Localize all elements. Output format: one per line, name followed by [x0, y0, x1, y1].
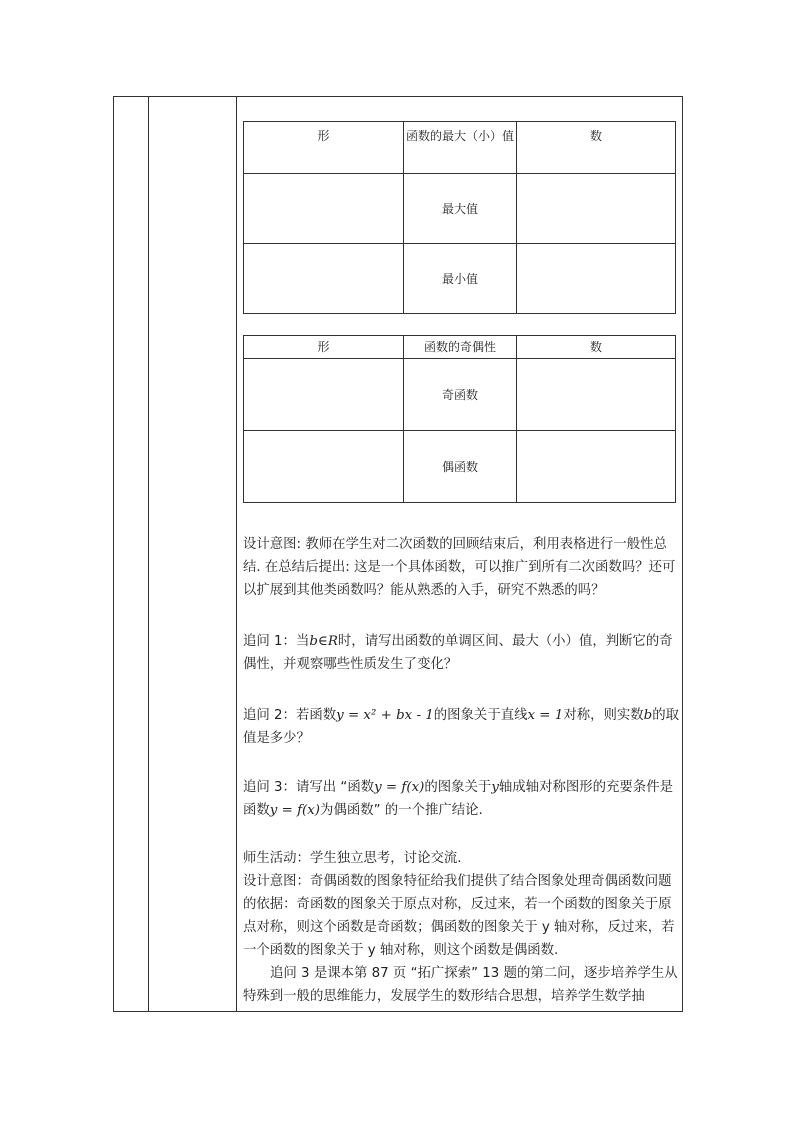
shape-cell: [244, 174, 404, 244]
extrema-table-header: [244, 122, 676, 174]
row-label: 最小值: [404, 244, 517, 314]
math-f1: y = f(x): [374, 780, 425, 795]
column-divider-1: [148, 96, 149, 1012]
row-label: 偶函数: [404, 431, 517, 503]
math-y-axis: y: [491, 780, 499, 795]
math-line: x = 1: [527, 708, 564, 723]
parity-table: [243, 335, 676, 503]
number-cell: [517, 359, 676, 431]
header-parity: 函数的奇偶性: [404, 336, 517, 359]
number-cell: [517, 244, 676, 314]
header-shape: 形: [244, 122, 404, 174]
parity-table-header: [244, 336, 676, 359]
extrema-table: [243, 121, 676, 314]
activity-and-intent: [243, 847, 679, 1008]
followup-3: 追问 3：请写出 “函数y = f(x)的图象关于y轴成轴对称图形的充要条件是函数y = f(x)为偶函数” 的一个推广结论.: [243, 780, 673, 818]
shape-cell: [244, 359, 404, 431]
table-row: [244, 359, 676, 431]
followup-1: 追问 1：当b∈R时，请写出函数的单调区间、最大（小）值，判断它的奇偶性，并观察哪些性质发生了变化？: [243, 634, 673, 672]
row-label: 最大值: [404, 174, 517, 244]
number-cell: [517, 431, 676, 503]
table-row: [244, 244, 676, 314]
design-intent-1: 设计意图: 教师在学生对二次函数的回顾结束后，利用表格进行一般性总结. 在总结后提出: 这是一个具体函数，可以推广到所有二次函数吗？还可以扩展到其他类函数吗？能从熟悉的入手，研究不熟悉的吗？: [243, 537, 676, 598]
math-f2: y = f(x): [269, 803, 321, 818]
teacher-student-activity: 师生活动：学生独立思考，讨论交流.: [243, 851, 462, 866]
column-divider-2: [236, 96, 237, 1012]
header-number: 数: [517, 122, 676, 174]
row-label: 奇函数: [404, 359, 517, 431]
shape-cell: [244, 244, 404, 314]
header-shape: 形: [244, 336, 404, 359]
math-b-in-r: b∈R: [309, 634, 338, 649]
design-intent-2: 设计意图：奇偶函数的图象特征给我们提供了结合图象处理奇偶函数问题的依据：奇函数的图象关于原点对称，反过来，若一个函数的图象关于原点对称，则这个函数是奇函数；偶函数的图象关于 y 轴对称，反过来，若一个函数的图象关于 y 轴对称，则这个函数是偶函数.: [243, 874, 675, 958]
math-quadratic: y = x² + bx - 1: [336, 708, 434, 723]
math-b: b: [643, 708, 653, 723]
closing-remark: 追问 3 是课本第 87 页 “拓广探索” 13 题的第二问，逐步培养学生从特殊到一般的思维能力，发展学生的数形结合思想，培养学生数学抽: [243, 966, 678, 1004]
number-cell: [517, 174, 676, 244]
header-number: 数: [517, 336, 676, 359]
followup-2: 追问 2：若函数y = x² + bx - 1的图象关于直线x = 1对称，则实数b的取值是多少？: [243, 708, 680, 746]
table-row: [244, 431, 676, 503]
header-extrema: 函数的最大（小）值: [404, 122, 517, 174]
shape-cell: [244, 431, 404, 503]
table-row: [244, 174, 676, 244]
